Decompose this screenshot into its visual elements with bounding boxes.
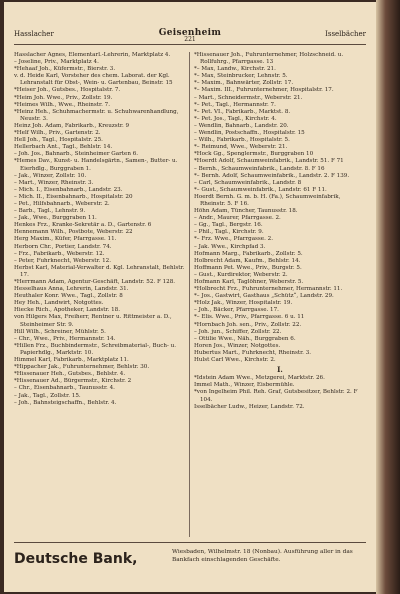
directory-entry: Höhn Adam, Tüncher, Taunusstr. 18. — [194, 208, 298, 215]
directory-entry: – Chr., Wwe., Priv., Hermannstr. 14. — [14, 335, 116, 342]
section-letter: I. — [277, 365, 283, 375]
page-number: 221 — [184, 36, 196, 43]
directory-entry: *Hornbach Joh. sen., Priv., Zollstr. 22. — [194, 321, 302, 328]
directory-entry: – Barb., Tagl., Lehnstr. 9. — [14, 208, 86, 215]
directory-entry: – Mart., Schneidermstr., Weberstr. 21. — [194, 94, 303, 101]
directory-entry: *Holz Jak., Winzer, Hospitalstr. 19. — [194, 300, 293, 307]
directory-entry: *Hemes Dav., Kunst- u. Handelsgärtn., Samen-, Butter- u. Eierhdlg., Burggraben 1. — [14, 158, 178, 172]
directory-entry: *Hock Gg., Spenglermstr., Burggraben 10 — [194, 151, 314, 158]
right-column-entries-i — [194, 375, 366, 410]
directory-entry: *– Pet. VI., Fabrikarb., Marktst. 8. — [194, 108, 291, 115]
right-column — [194, 52, 366, 411]
directory-entry: Hennemann Wilh., Postbote, Weberstr. 22 — [14, 229, 133, 236]
directory-entry: Hulst Carl Wwe., Kirchstr. 2. — [194, 357, 276, 364]
directory-entry: Henkes Frz., Kranke-Sekretär a. D., Gartenstr. 6 — [14, 222, 152, 229]
directory-entry: *Hehaaf Joh., Küfermstr., Bierstr. 3. — [14, 66, 116, 73]
directory-entry: *– Reimund, Wwe., Weberstr. 21. — [194, 144, 288, 151]
directory-entry: Herborn Chr., Portier, Landstr. 74. — [14, 243, 112, 250]
directory-entry: – Wilh., Fabrikarb., Hospitalstr. 5. — [194, 137, 290, 144]
directory-entry: Heuthaler Konr. Wwe., Tagl., Zollstr. 8 — [14, 293, 123, 300]
directory-entry: – Wendlin, Bahnarb., Landstr. 20. — [194, 122, 289, 129]
directory-entry: – Wendlin, Postschaffn., Hospitalstr. 15 — [194, 130, 305, 137]
directory-entry: Holbrecht Adam, Kaufm., Behlstr. 14. — [194, 257, 301, 264]
book-spine — [376, 0, 400, 594]
directory-entry: *Heiser Joh., Gutsbes., Hospitalstr. 7. — [14, 87, 121, 94]
directory-entry: – Andr., Maurer, Pfarrgasse. 2. — [194, 215, 281, 222]
directory-entry: Hofmann Marg., Fabrikarb., Zollstr. 5. — [194, 250, 303, 257]
directory-entry: *– Maxim., Bahnwärter, Zollstr. 17. — [194, 80, 294, 87]
directory-entry: – Joseline, Priv., Marktplatz 4. — [14, 59, 99, 66]
directory-entry: – Carl, Schaumweinfabrik., Landstr. 8 — [194, 179, 302, 186]
ad-bank-name: Deutsche Bank, — [14, 551, 138, 567]
directory-entry: – Joh., Bahnsteigschaffn., Behlstr. 4. — [14, 399, 117, 406]
directory-entry: *– Elis. Wwe., Priv., Pfarrgasse. 6 u. 11 — [194, 314, 305, 321]
directory-entry: – Phil., Tagl., Kirchstr. 9. — [194, 229, 264, 236]
header-center: Geisenheim — [158, 28, 222, 38]
directory-entry: – Mich. II., Eisenbahnarb., Hospitalstr. 20 — [14, 193, 133, 200]
directory-entry: Immel Math., Winzer, Eisbermühle. — [194, 382, 295, 389]
directory-entry: *– Maxim. III., Fuhrunternehmer, Hospitalstr. 17. — [194, 87, 334, 94]
directory-entry: Horen Jos., Winzer, Notgottes. — [194, 342, 281, 349]
header-right: Isselbächer — [325, 30, 366, 38]
directory-entry: – Jak. Wwe., Kirchpfad 3. — [194, 243, 266, 250]
directory-entry: *Herrmann Adam, Agentur-Geschäft, Landstr. 52. F 128. — [14, 279, 176, 285]
directory-entry: v. d. Heide Karl, Vorsteher des chem. Laborat. der Kgl. Lehranstalt für Obst-, Wein- u. Gartenbau, Beinstr. 15 — [14, 73, 173, 87]
directory-entry: *Hissenauer Joh., Fuhrunternehmer, Holzschneid. u. Rollfuhrg., Pfarrgasse. 13 — [194, 52, 344, 66]
directory-entry: – Joh. jun., Schiffer, Zollstr. 22. — [194, 328, 282, 335]
directory-entry: – Gg., Tagl., Bergstr. 16. — [194, 222, 263, 229]
directory-entry: – Chr., Eisenbahnarb., Taunusstr. 4. — [14, 385, 115, 392]
directory-entry: – Pet., Hilfsbahnarb., Weberstr. 2. — [14, 200, 110, 207]
directory-entry: – Mich. I., Eisenbahnarb., Landstr. 23. — [14, 186, 123, 193]
directory-entry: *Heimes Wilh., Wwe., Rheinstr. 7. — [14, 101, 110, 108]
directory-entry: Herbst Karl, Material-Verwalter d. Kgl. Lehranstalt, Behlstr. 17. — [14, 264, 185, 278]
directory-entry: *Hissenauer Heh., Gutsbes., Behlstr. 4. — [14, 371, 126, 378]
directory-entry: Himmel Karl, Fabrikarb., Marktplatz 11. — [14, 357, 129, 364]
directory-entry: Herg Maxim., Küfer, Pfarrgasse. 11. — [14, 236, 117, 243]
directory-entry: Hoerdt Bernh. G. m. b. H. (Fa.), Schaumweinfabrik, Rheinstr. 5. F 16. — [194, 193, 341, 207]
directory-entry: Hesselhaus Anna, Lehrerin, Landstr. 31. — [14, 286, 129, 293]
directory-entry: *– Max, Steinbrucker, Lehnstr. 5. — [194, 73, 288, 80]
directory-entry: *Hoerdt Adolf, Schaumweinfabrik., Landstr. 51. F 71 — [194, 158, 344, 165]
directory-page — [4, 2, 376, 592]
directory-entry: Hellerbach Ant., Tagl., Behlstr. 14. — [14, 144, 113, 151]
ad-text: Wiesbaden, Wilhelmstr. 18 (Nonbau). Ausführung aller in das Bankfach einschlagenden Geschäfte. — [172, 549, 353, 563]
directory-entry: – Joh. Jos., Bahnarb., Steinheimer Garten 6. — [14, 151, 139, 158]
directory-entry: Heinz Joh. Adam, Fabrikarb., Kreuzstr. 9 — [14, 122, 130, 129]
directory-entry: *von Ingelheim Phil. Reh. Graf, Gutsbesitzer, Behlstr. 2. F 104. — [194, 389, 358, 403]
directory-entry: – Ottilie Wwe., Näh., Burggraben 6. — [194, 335, 296, 342]
directory-entry: *– Pet. Jos., Tagl., Kirchstr. 4. — [194, 115, 277, 122]
directory-entry: – Joh., Bäcker, Pfarrgasse. 17. — [194, 307, 279, 314]
directory-entry: – Frz., Fabrikarb., Weberstr. 12. — [14, 250, 105, 257]
directory-entry: – Peter, Fuhrknecht, Weberstr. 12. — [14, 257, 111, 264]
directory-entry: *– Gust., Schaumweinfabrik., Landstr. 61 F 11. — [194, 186, 327, 193]
directory-entry: Hofmann Karl, Taglöhner, Weberstr. 5. — [194, 279, 304, 285]
directory-entry: *– Pet., Tagl., Hermannstr. 7. — [194, 101, 276, 108]
directory-entry: Hubertus Mart., Fuhrknecht, Rheinstr. 3. — [194, 349, 312, 356]
left-column — [14, 52, 186, 407]
directory-entry: Hey Heh., Landwirt, Notgottes. — [14, 300, 104, 307]
directory-entry: *Hillen Frz., Buchbindermstr., Schreibmaterial-, Buch- u. Papierhdlg., Marktstr. 10. — [14, 342, 177, 356]
directory-entry: Hiecke Rich., Apotheker, Landstr. 18. — [14, 307, 120, 314]
directory-entry: Hell Joh., Tagl., Hospitalstr. 25. — [14, 137, 103, 144]
directory-entry: *Helf Wilh., Priv., Gartenstr. 2. — [14, 130, 101, 137]
directory-entry: *Hippacher Jak., Fuhrunternehmer, Behlstr. 30. — [14, 364, 150, 371]
directory-entry: *Hissenauer Ad., Bürgermstr., Kirchstr. 2 — [14, 378, 132, 385]
directory-entry: *Heinz Heh., Schuhmachermstr. u. Schuhwarenhandlung, Neustr. 3. — [14, 108, 179, 122]
directory-entry: – Jak., Winzer, Zollstr. 10. — [14, 172, 87, 179]
directory-entry: – Jak., Tagl., Zollstr. 15. — [14, 392, 81, 399]
directory-entry: *Idstein Adam Wwe., Metzgerei, Marktstr. 26. — [194, 375, 325, 382]
directory-entry: *– Frz. Wwe., Pfarrgasse. 2. — [194, 236, 273, 243]
directory-entry: Isselbächer Ludw., Heizer, Landstr. 72. — [194, 403, 305, 410]
directory-entry: – Gust., Kurdirektor, Weberstr. 2. — [194, 271, 288, 278]
directory-entry: *– Bernh. Adolf, Schaumweinfabrik., Landstr. 2. F 139. — [194, 172, 350, 179]
right-column-entries — [194, 52, 366, 364]
column-divider — [189, 52, 190, 537]
header-left: Hasslacher — [14, 30, 54, 38]
directory-entry: *– Jos., Gastwirt, Gasthaus „Schütz“, Landstr. 29. — [194, 293, 334, 300]
advertisement — [14, 542, 366, 577]
directory-entry: Hasslacher Agnes, Elementarl.-Lehrerin, Marktplatz 4. — [14, 52, 171, 58]
directory-entry: – Bernh., Schaumweinfabrik., Landstr. 8. F 16 — [194, 165, 325, 172]
directory-entry: Hoffmann Pet. Wwe., Priv., Burgstr. 5. — [194, 264, 302, 271]
directory-entry: von Hilgers Max, Freiherr, Rentner u. Rittmeister a. D., Steinheimer Str. 9. — [14, 314, 172, 328]
directory-entry: Hill Wilh., Schreiner, Mühlstr. 5. — [14, 328, 106, 335]
directory-entry: *– Max, Landw., Kirchstr. 21. — [194, 66, 276, 73]
directory-entry: – Jak., Wwe., Burggraben 11. — [14, 215, 97, 222]
directory-entry: – Mart., Winzer, Rheinstr. 3. — [14, 179, 94, 186]
directory-entry: *Heim Joh. Wwe., Priv., Zollstr. 19. — [14, 94, 113, 101]
directory-entry: *Holbrecht Frz., Fuhrunternehmer, Hermannstr. 11. — [194, 286, 343, 293]
